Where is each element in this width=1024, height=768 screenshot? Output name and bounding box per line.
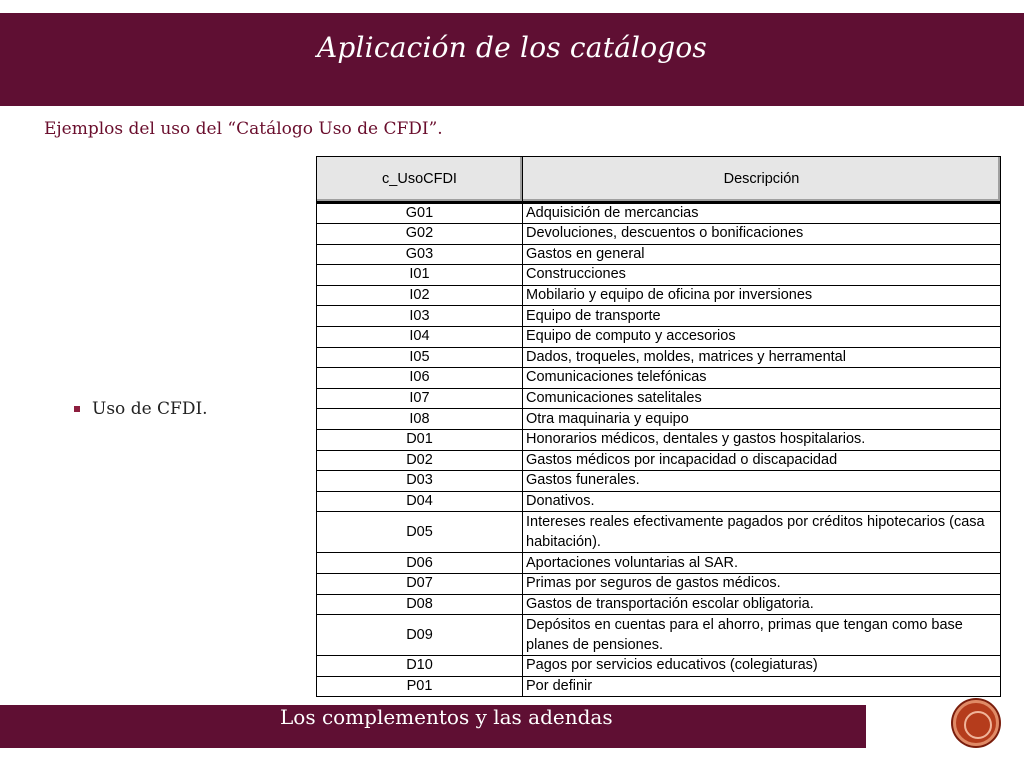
cell-description: Honorarios médicos, dentales y gastos hospitalarios. bbox=[523, 429, 1001, 450]
logo-icon bbox=[953, 700, 999, 746]
cell-code: G03 bbox=[317, 244, 523, 265]
cell-description: Gastos de transportación escolar obligatoria. bbox=[523, 594, 1001, 615]
table-row bbox=[317, 244, 1001, 265]
bullet-item bbox=[74, 399, 208, 419]
cell-code: D10 bbox=[317, 656, 523, 677]
cell-description: Pagos por servicios educativos (colegiaturas) bbox=[523, 656, 1001, 677]
cell-description: Gastos médicos por incapacidad o discapacidad bbox=[523, 450, 1001, 471]
cell-code: I05 bbox=[317, 347, 523, 368]
cell-description: Por definir bbox=[523, 676, 1001, 697]
cell-code: I02 bbox=[317, 285, 523, 306]
cell-code: I06 bbox=[317, 368, 523, 389]
table-row bbox=[317, 224, 1001, 245]
cell-code: D01 bbox=[317, 429, 523, 450]
table-row bbox=[317, 326, 1001, 347]
slide-subtitle: Ejemplos del uso del “Catálogo Uso de CFDI”. bbox=[44, 119, 443, 139]
cell-code: D08 bbox=[317, 594, 523, 615]
cell-description: Gastos funerales. bbox=[523, 471, 1001, 492]
table-row bbox=[317, 388, 1001, 409]
cell-description: Dados, troqueles, moldes, matrices y herramental bbox=[523, 347, 1001, 368]
cell-description: Primas por seguros de gastos médicos. bbox=[523, 573, 1001, 594]
table-row bbox=[317, 450, 1001, 471]
table-row bbox=[317, 429, 1001, 450]
cell-code: D07 bbox=[317, 573, 523, 594]
slide-title: Aplicación de los catálogos bbox=[316, 31, 708, 64]
table-row bbox=[317, 471, 1001, 492]
table-header-row bbox=[317, 157, 1001, 203]
cell-description: Equipo de computo y accesorios bbox=[523, 326, 1001, 347]
cell-code: D06 bbox=[317, 553, 523, 574]
table-row bbox=[317, 553, 1001, 574]
table-row bbox=[317, 656, 1001, 677]
table-row bbox=[317, 285, 1001, 306]
cell-code: I08 bbox=[317, 409, 523, 430]
cell-description: Gastos en general bbox=[523, 244, 1001, 265]
cell-description: Adquisición de mercancias bbox=[523, 203, 1001, 224]
table-row bbox=[317, 347, 1001, 368]
cell-description: Donativos. bbox=[523, 491, 1001, 512]
cell-description: Aportaciones voluntarias al SAR. bbox=[523, 553, 1001, 574]
header-code: c_UsoCFDI bbox=[317, 157, 523, 203]
cell-code: D04 bbox=[317, 491, 523, 512]
cell-description: Comunicaciones satelitales bbox=[523, 388, 1001, 409]
table-row bbox=[317, 306, 1001, 327]
cell-code: D02 bbox=[317, 450, 523, 471]
table-row bbox=[317, 368, 1001, 389]
table-row bbox=[317, 265, 1001, 286]
table-row bbox=[317, 203, 1001, 224]
cell-code: D05 bbox=[317, 512, 523, 553]
cell-description: Depósitos en cuentas para el ahorro, primas que tengan como base planes de pensiones. bbox=[523, 615, 1001, 656]
cell-description: Intereses reales efectivamente pagados por créditos hipotecarios (casa habitación). bbox=[523, 512, 1001, 553]
table-row bbox=[317, 676, 1001, 697]
table-row bbox=[317, 594, 1001, 615]
table-row bbox=[317, 573, 1001, 594]
cell-description: Mobilario y equipo de oficina por inversiones bbox=[523, 285, 1001, 306]
cell-description: Construcciones bbox=[523, 265, 1001, 286]
cell-code: P01 bbox=[317, 676, 523, 697]
cell-code: G01 bbox=[317, 203, 523, 224]
table-row bbox=[317, 491, 1001, 512]
footer-text: Los complementos y las adendas bbox=[280, 705, 613, 729]
uso-cfdi-table bbox=[316, 156, 1001, 697]
cell-description: Devoluciones, descuentos o bonificaciones bbox=[523, 224, 1001, 245]
table-row bbox=[317, 409, 1001, 430]
table-row bbox=[317, 512, 1001, 553]
cell-code: I04 bbox=[317, 326, 523, 347]
cell-description: Comunicaciones telefónicas bbox=[523, 368, 1001, 389]
cell-code: I07 bbox=[317, 388, 523, 409]
cell-code: D03 bbox=[317, 471, 523, 492]
table-row bbox=[317, 615, 1001, 656]
cell-code: I03 bbox=[317, 306, 523, 327]
cell-code: G02 bbox=[317, 224, 523, 245]
header-description: Descripción bbox=[523, 157, 1001, 203]
square-bullet-icon bbox=[74, 406, 80, 412]
cell-code: I01 bbox=[317, 265, 523, 286]
cell-description: Equipo de transporte bbox=[523, 306, 1001, 327]
cell-description: Otra maquinaria y equipo bbox=[523, 409, 1001, 430]
bullet-text: Uso de CFDI. bbox=[92, 399, 208, 419]
cell-code: D09 bbox=[317, 615, 523, 656]
